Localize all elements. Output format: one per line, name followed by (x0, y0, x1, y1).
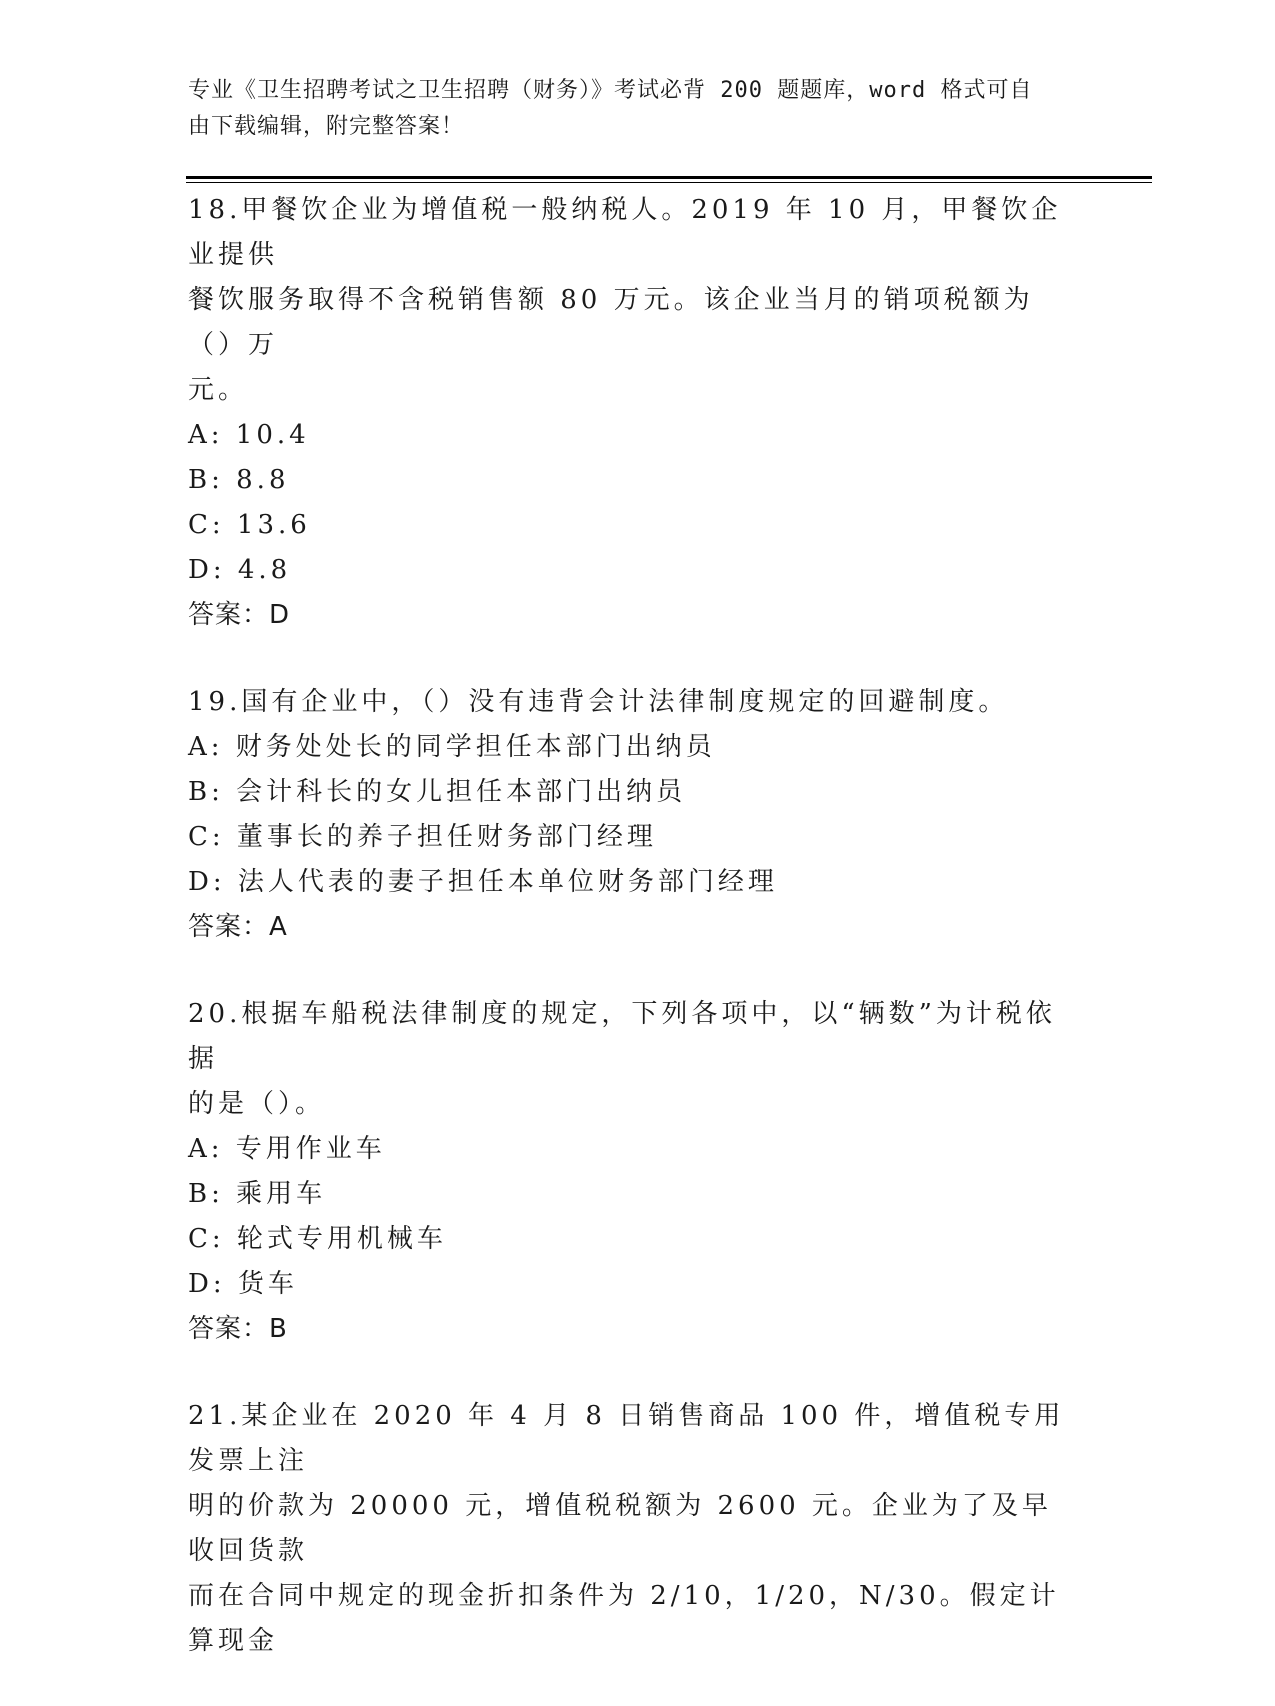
question-list (188, 188, 1068, 1706)
option-d: D: 4.8 (188, 555, 292, 585)
question-stem-line: 19.国有企业中，（）没有违背会计法律制度规定的回避制度。 (188, 687, 1009, 717)
question-stem-line: 21.某企业在 2020 年 4 月 8 日销售商品 100 件，增值税专用发票上注 (188, 1401, 1065, 1476)
option-a: A: 专用作业车 (188, 1134, 386, 1164)
answer-line: 答案：D (188, 600, 291, 630)
option-b: B: 乘用车 (188, 1179, 327, 1209)
question-stem-line: 明的价款为 20000 元，增值税税额为 2600 元。企业为了及早收回货款 (188, 1491, 1052, 1566)
question-stem-line: 的是（）。 (188, 1089, 326, 1119)
option-b: B: 会计科长的女儿担任本部门出纳员 (188, 777, 687, 807)
question-21 (188, 1394, 1068, 1664)
header-divider-thin (186, 182, 1152, 183)
option-a: A: 10.4 (188, 420, 310, 450)
option-b: B: 8.8 (188, 465, 290, 495)
option-c: C: 董事长的养子担任财务部门经理 (188, 822, 657, 852)
question-18 (188, 188, 1068, 638)
option-a: A: 财务处处长的同学担任本部门出纳员 (188, 732, 716, 762)
header-line-2: 由下载编辑，附完整答案！ (188, 114, 465, 139)
answer-line: 答案：A (188, 912, 288, 942)
question-stem-line: 而在合同中规定的现金折扣条件为 2/10，1/20，N/30。假定计算现金 (188, 1581, 1060, 1656)
header-line-1: 专业《卫生招聘考试之卫生招聘（财务）》考试必背 200 题题库，word 格式可自 (188, 78, 1033, 103)
option-c: C: 轮式专用机械车 (188, 1224, 447, 1254)
document-header (188, 73, 1068, 145)
question-stem-line: 18.甲餐饮企业为增值税一般纳税人。2019 年 10 月，甲餐饮企业提供 (188, 195, 1062, 270)
header-divider-thick (186, 176, 1152, 179)
option-d: D: 法人代表的妻子担任本单位财务部门经理 (188, 867, 778, 897)
answer-line: 答案：B (188, 1314, 288, 1344)
option-d: D: 货车 (188, 1269, 298, 1299)
option-c: C: 13.6 (188, 510, 311, 540)
question-stem-line: 20.根据车船税法律制度的规定，下列各项中，以“辆数”为计税依据 (188, 999, 1056, 1074)
question-stem-line: 餐饮服务取得不含税销售额 80 万元。该企业当月的销项税额为（）万 (188, 285, 1034, 360)
question-stem-line: 元。 (188, 375, 249, 405)
question-19 (188, 680, 1068, 950)
question-20 (188, 992, 1068, 1352)
